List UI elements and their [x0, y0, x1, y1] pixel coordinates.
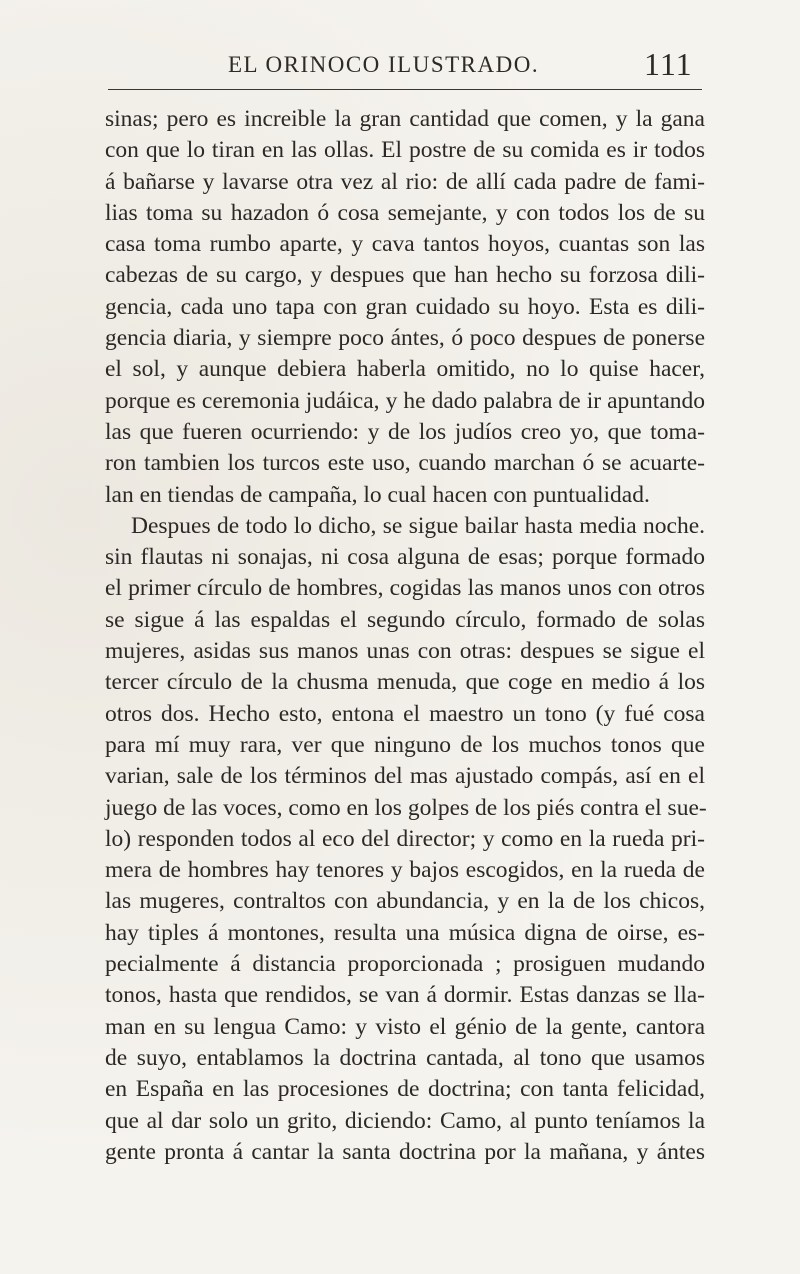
- text-line: se sigue á las espaldas el segundo círculo, formado de solas: [105, 606, 705, 633]
- text-line: otros dos. Hecho esto, entona el maestro un tono (y fué cosa: [105, 700, 705, 727]
- text-line: para mí muy rara, ver que ninguno de los muchos tonos que: [105, 731, 705, 758]
- text-line: mujeres, asidas sus manos unas con otras: despues se sigue el: [105, 638, 705, 665]
- text-line: el sol, y aunque debiera haberla omitido, no lo quise hacer,: [105, 356, 705, 383]
- text-line: las mugeres, contraltos con abundancia, y en la de los chicos,: [105, 888, 705, 915]
- text-line: las que fueren ocurriendo: y de los judíos creo yo, que toma-: [105, 418, 705, 445]
- text-line: lias toma su hazadon ó cosa semejante, y con todos los de su: [105, 199, 705, 226]
- text-line: tercer círculo de la chusma menuda, que coge en medio á los: [105, 669, 705, 696]
- text-line: man en su lengua Camo: y visto el génio de la gente, cantora: [105, 1013, 705, 1040]
- text-line: hay tiples á montones, resulta una música digna de oirse, es-: [105, 919, 705, 946]
- text-line: sinas; pero es increible la gran cantidad que comen, y la gana: [105, 106, 705, 132]
- text-line: ron tambien los turcos este uso, cuando marchan ó se acuarte-: [105, 450, 705, 477]
- text-line: de suyo, entablamos la doctrina cantada, al tono que usamos: [105, 1044, 705, 1071]
- running-head: [0, 42, 800, 82]
- text-line: que al dar solo un grito, diciendo: Camo, al punto teníamos la: [105, 1107, 705, 1134]
- text-line: sin flautas ni sonajas, ni cosa alguna de esas; porque formado: [105, 544, 705, 571]
- text-line: tonos, hasta que rendidos, se van á dormir. Estas danzas se lla-: [105, 982, 705, 1009]
- text-line: mera de hombres hay tenores y bajos escogidos, en la rueda de: [105, 857, 705, 884]
- page-number: 111: [644, 46, 693, 82]
- text-line: gente pronta á cantar la santa doctrina por la mañana, y ántes: [105, 1138, 705, 1165]
- text-line: gencia, cada uno tapa con gran cuidado su hoyo. Esta es dili-: [105, 293, 705, 320]
- text-line: casa toma rumbo aparte, y cava tantos hoyos, cuantas son las: [105, 231, 705, 258]
- header-rule: [108, 89, 702, 90]
- text-line: lo) responden todos al eco del director; y como en la rueda pri-: [105, 825, 705, 852]
- text-line: gencia diaria, y siempre poco ántes, ó poco despues de ponerse: [105, 325, 705, 352]
- text-line: en España en las procesiones de doctrina; con tanta felicidad,: [105, 1076, 705, 1103]
- text-line: á bañarse y lavarse otra vez al rio: de allí cada padre de fami-: [105, 168, 705, 195]
- text-line: pecialmente á distancia proporcionada ; prosiguen mudando: [105, 951, 705, 978]
- text-line: lan en tiendas de campaña, lo cual hacen con puntualidad.: [105, 481, 650, 508]
- text-line: con que lo tiran en las ollas. El postre de su comida es ir todos: [105, 137, 705, 164]
- text-line: juego de las voces, como en los golpes de los piés contra el sue-: [105, 794, 707, 821]
- paragraph-start-line: Despues de todo lo dicho, se sigue bailar hasta media noche.: [131, 512, 705, 539]
- text-line: el primer círculo de hombres, cogidas las manos unos con otros: [105, 575, 705, 602]
- text-line: cabezas de su cargo, y despues que han hecho su forzosa dili-: [105, 262, 705, 289]
- text-line: porque es ceremonia judáica, y he dado palabra de ir apuntando: [105, 387, 705, 414]
- text-line: varian, sale de los términos del mas ajustado compás, así en el: [105, 763, 705, 790]
- body-text: [105, 104, 705, 1168]
- running-title: EL ORINOCO ILUSTRADO.: [228, 52, 540, 77]
